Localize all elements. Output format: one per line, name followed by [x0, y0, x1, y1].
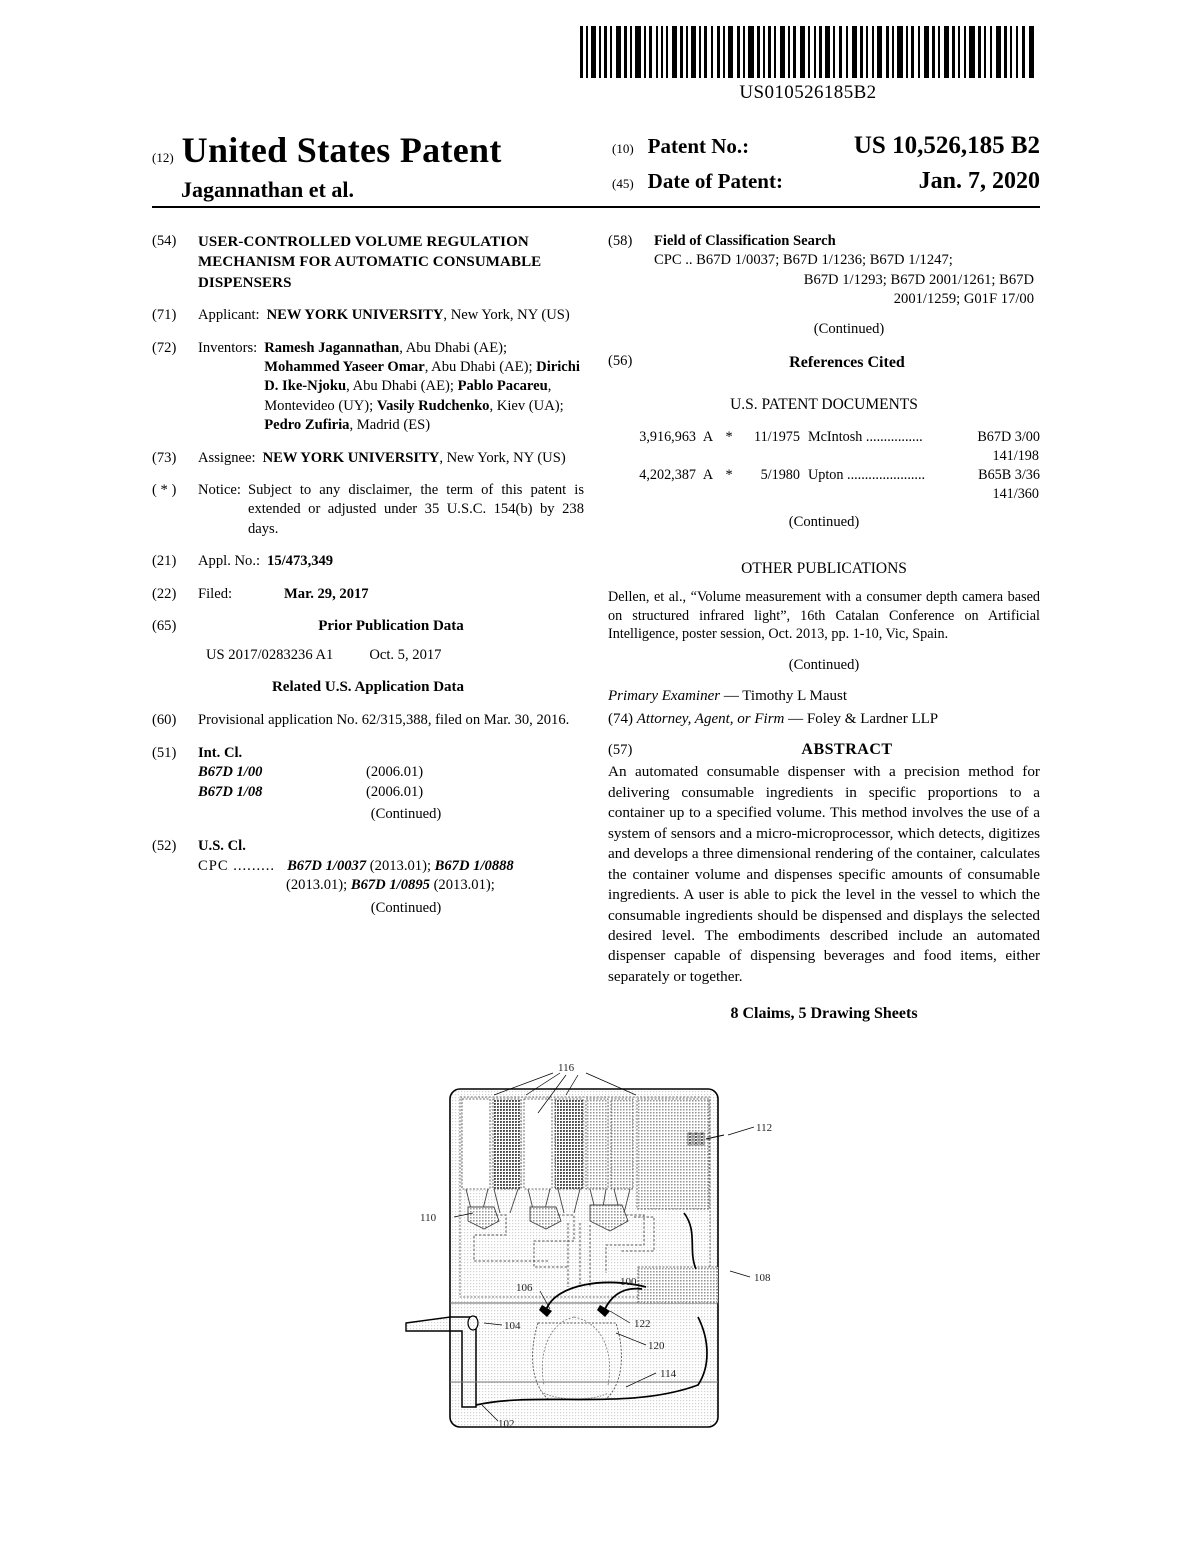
- reference-number: 3,916,963: [639, 428, 696, 445]
- entry-field-of-search: [608, 232, 1040, 339]
- reference-subclass: 141/360: [992, 485, 1039, 502]
- figure-label-116: 116: [558, 1062, 575, 1074]
- us-cl-cpc-label: CPC .........: [198, 857, 276, 874]
- prior-publication-number: US 2017/0283236 A1: [206, 646, 334, 663]
- field-of-search-line-3: 2001/1259; G01F 17/00: [893, 291, 1034, 308]
- abstract-header-row: [608, 739, 1040, 760]
- reference-subclass: 141/198: [992, 447, 1039, 464]
- entry-references-cited: [608, 352, 1040, 382]
- figure-label-100: 100: [620, 1276, 637, 1288]
- reference-star: *: [725, 466, 733, 483]
- inventor-name: Mohammed Yaseer Omar: [264, 358, 425, 375]
- ingredient-column-6: [611, 1099, 633, 1189]
- filed-value: Mar. 29, 2017: [284, 585, 369, 602]
- patent-no-label: Patent No.:: [647, 134, 750, 158]
- int-cl-rows: [198, 763, 584, 802]
- ingredient-column-2: [493, 1099, 521, 1189]
- int-cl-row: [198, 763, 584, 782]
- attorney-label: Attorney, Agent, or Firm: [636, 711, 785, 728]
- field-of-search-continued: (Continued): [813, 320, 885, 337]
- references-continued: (Continued): [788, 514, 860, 531]
- applicant-label: Applicant:: [198, 307, 260, 324]
- us-cl-heading: U.S. Cl.: [198, 838, 246, 855]
- abstract-text: An automated consumable dispenser with a precision method for delivering consumable ingredients in specific proportions to a container up to a specified volume. This method involves the use of a system of sensors and a micro-microprocessor, which detects, digitizes and develops a three dimensional rendering of the container, calculates the container volume and dispenses specific amounts of consumable ingredients. A user is able to pick the level in the vessel to which the consumable ingredients should be dispensed and displays the selected desired level. The embodiments described include an automated dispenser capable of dispensing beverages and food items, either separately or together.: [608, 763, 1040, 985]
- reference-date: 11/1975: [754, 428, 800, 445]
- other-publications-heading: OTHER PUBLICATIONS: [741, 559, 907, 577]
- vessel-group: [533, 1317, 622, 1399]
- tag-51: (51): [152, 744, 177, 761]
- tray-joint: [468, 1316, 478, 1330]
- figure-label-110: 110: [420, 1212, 437, 1224]
- code-10: (10): [612, 141, 634, 156]
- tag-71: (71): [152, 307, 177, 324]
- tag-21: (21): [152, 553, 177, 570]
- drip-tray: [406, 1316, 478, 1407]
- figure-label-114: 114: [660, 1368, 677, 1380]
- patent-no-value: US 10,526,185 B2: [853, 132, 1040, 159]
- notice-text: Subject to any disclaimer, the term of this patent is extended or adjusted under 35 U.S.C. 154(b) by 238 days.: [247, 482, 584, 537]
- inventor-name: Vasily Rudchenko: [376, 397, 490, 414]
- entry-int-cl: [152, 744, 584, 825]
- date-of-patent-label: Date of Patent:: [647, 169, 783, 193]
- assignee-address: , New York, NY (US): [439, 449, 566, 466]
- us-cl-mid-1: (2013.01);: [366, 857, 435, 874]
- header-divider: [152, 206, 1040, 208]
- entry-assignee: [152, 449, 584, 468]
- tag-52: (52): [152, 838, 177, 855]
- figure-label-106: 106: [516, 1282, 533, 1294]
- primary-examiner-value: — Timothy L Maust: [720, 688, 848, 705]
- tag-56: (56): [608, 353, 633, 370]
- page-title: United States Patent: [181, 130, 502, 170]
- tray-lip: [406, 1317, 450, 1331]
- entry-prior-publication: [152, 617, 584, 665]
- int-cl-heading: Int. Cl.: [198, 744, 243, 761]
- reference-class: B65B 3/36: [978, 466, 1040, 483]
- inventor-location: , Montevideo (UY);: [264, 378, 552, 414]
- entry-notice: [152, 481, 584, 539]
- tag-65: (65): [152, 618, 177, 635]
- applicant-address: , New York, NY (US): [443, 307, 570, 324]
- tag-notice: ( * ): [152, 482, 177, 499]
- reference-star: *: [725, 428, 733, 445]
- tag-60: (60): [152, 712, 177, 729]
- appl-no-label: Appl. No.:: [198, 553, 261, 570]
- us-cl-code-2: B67D 1/0888: [434, 857, 514, 874]
- header-left: [152, 132, 612, 203]
- patent-authors: Jagannathan et al.: [181, 176, 354, 202]
- tag-54: (54): [152, 233, 177, 249]
- attorney-line: [608, 710, 1040, 730]
- attorney-value: — Foley & Lardner LLP: [784, 711, 939, 728]
- prior-publication-heading: Prior Publication Data: [318, 618, 464, 635]
- applicant-name: NEW YORK UNIVERSITY: [266, 307, 444, 324]
- int-cl-code: B67D 1/00: [198, 764, 263, 781]
- inventor-location: , Abu Dhabi (AE);: [424, 358, 537, 375]
- figure-label-112: 112: [756, 1122, 773, 1134]
- header-right: [612, 132, 1040, 203]
- ingredient-column-4: [555, 1099, 583, 1189]
- code-45: (45): [612, 176, 634, 191]
- abstract-heading: ABSTRACT: [801, 741, 893, 759]
- provisional-text: Provisional application No. 62/315,388, filed on Mar. 30, 2016.: [198, 712, 570, 729]
- reference-name: Upton ......................: [808, 466, 926, 483]
- references-table: [608, 428, 1040, 504]
- reference-number: 4,202,387: [639, 466, 696, 483]
- reference-date: 5/1980: [760, 466, 800, 483]
- invention-title: USER-CONTROLLED VOLUME REGULATION MECHANISM FOR AUTOMATIC CONSUMABLE DISPENSERS: [198, 234, 542, 291]
- us-patent-documents-heading: U.S. PATENT DOCUMENTS: [730, 396, 918, 414]
- entry-provisional: [152, 711, 584, 730]
- references-cited-heading: References Cited: [789, 354, 905, 372]
- dispenser-figure: [398, 1055, 818, 1485]
- left-column: [152, 232, 584, 931]
- entry-inventors: [152, 339, 584, 436]
- inventor-location: , Kiev (UA);: [489, 397, 564, 414]
- barcode-image: [578, 26, 1036, 78]
- inventors-label: Inventors:: [198, 339, 258, 356]
- inventor-location: , Abu Dhabi (AE);: [346, 378, 458, 395]
- int-cl-continued: (Continued): [370, 805, 442, 822]
- related-application-heading: Related U.S. Application Data: [271, 679, 465, 696]
- us-cl-post-2: (2013.01);: [429, 877, 495, 894]
- inventor-name: Pedro Zufiria: [264, 417, 350, 434]
- entry-applicant: [152, 306, 584, 325]
- field-of-search-heading: Field of Classification Search: [654, 233, 836, 249]
- int-cl-code: B67D 1/08: [198, 783, 263, 800]
- figure-label-120: 120: [648, 1340, 665, 1352]
- inventor-location: , Madrid (ES): [349, 417, 431, 434]
- tag-74: (74): [608, 711, 633, 728]
- entry-title: [152, 232, 584, 293]
- reference-row: [608, 466, 1040, 485]
- entry-us-cl: [152, 837, 584, 918]
- inventor-name: Ramesh Jagannathan: [264, 339, 400, 356]
- vessel-outline: [533, 1323, 622, 1399]
- us-cl-cpc-block: [198, 857, 584, 918]
- inventors-list: [264, 339, 584, 436]
- patent-header: [152, 132, 1040, 203]
- ingredient-column-1: [462, 1099, 490, 1189]
- reference-row: [608, 428, 1040, 447]
- inventor-name: Pablo Pacareu: [457, 378, 548, 395]
- applicant-value: [267, 306, 584, 325]
- reference-name: McIntosh ................: [808, 428, 923, 445]
- appl-no-value: 15/473,349: [267, 553, 334, 570]
- reference-kind: A: [702, 428, 714, 445]
- figure-label-108: 108: [754, 1272, 771, 1284]
- int-cl-row: [198, 783, 584, 802]
- lower-module: [638, 1267, 718, 1303]
- figure-label-102: 102: [498, 1418, 515, 1430]
- us-cl-code-1: B67D 1/0037: [287, 857, 367, 874]
- inventor-name: Dirichi D. Ike-Njoku: [264, 358, 580, 395]
- us-cl-line-2: [198, 876, 584, 895]
- tag-58: (58): [608, 233, 633, 249]
- assignee-label: Assignee:: [198, 449, 256, 466]
- primary-examiner-label: Primary Examiner: [608, 688, 721, 705]
- int-cl-date: (2006.01): [366, 764, 424, 781]
- tag-57: (57): [608, 742, 633, 759]
- us-cl-code-3: B67D 1/0895: [350, 877, 430, 894]
- date-of-patent-value: Jan. 7, 2020: [918, 168, 1040, 194]
- claims-sheets-line: 8 Claims, 5 Drawing Sheets: [730, 1005, 918, 1023]
- patent-drawing: [398, 1055, 818, 1485]
- inventor-location: , Abu Dhabi (AE);: [399, 339, 508, 356]
- other-publication-entry: Dellen, et al., “Volume measurement with a consumer depth camera based on structured infrared light”, 16th Catalan Conference on Artificial Intelligence, poster session, Oct. 2013, pp. 1-10, Vic, Spain.: [608, 589, 1040, 643]
- assignee-name: NEW YORK UNIVERSITY: [262, 449, 440, 466]
- other-publications-continued: (Continued): [788, 656, 860, 673]
- filed-label: Filed:: [198, 585, 233, 602]
- barcode-number: US010526185B2: [739, 82, 877, 103]
- field-of-search-line-1: CPC .. B67D 1/0037; B67D 1/1236; B67D 1/1247;: [654, 252, 953, 269]
- figure-label-104: 104: [504, 1320, 521, 1332]
- field-of-search-line-2: B67D 1/1293; B67D 2001/1261; B67D: [803, 271, 1034, 288]
- tag-72: (72): [152, 339, 177, 356]
- right-column: [608, 232, 1040, 1025]
- control-module: [637, 1099, 709, 1209]
- us-cl-continued: (Continued): [370, 899, 442, 916]
- prior-publication-date: Oct. 5, 2017: [369, 646, 442, 663]
- entry-appl-no: [152, 552, 584, 571]
- tag-73: (73): [152, 449, 177, 466]
- notice-label: Notice:: [198, 482, 241, 499]
- us-cl-pre-2: (2013.01);: [286, 877, 351, 894]
- reference-kind: A: [702, 466, 714, 483]
- reference-class: B67D 3/00: [977, 428, 1040, 445]
- barcode-block: [578, 26, 1038, 104]
- ingredient-column-5: [586, 1099, 608, 1189]
- assignee-value: [263, 449, 584, 468]
- int-cl-date: (2006.01): [366, 783, 424, 800]
- tag-22: (22): [152, 585, 177, 602]
- code-12: (12): [152, 150, 174, 165]
- entry-filed: [152, 585, 584, 604]
- primary-examiner-line: [608, 687, 1040, 707]
- figure-label-122: 122: [634, 1318, 651, 1330]
